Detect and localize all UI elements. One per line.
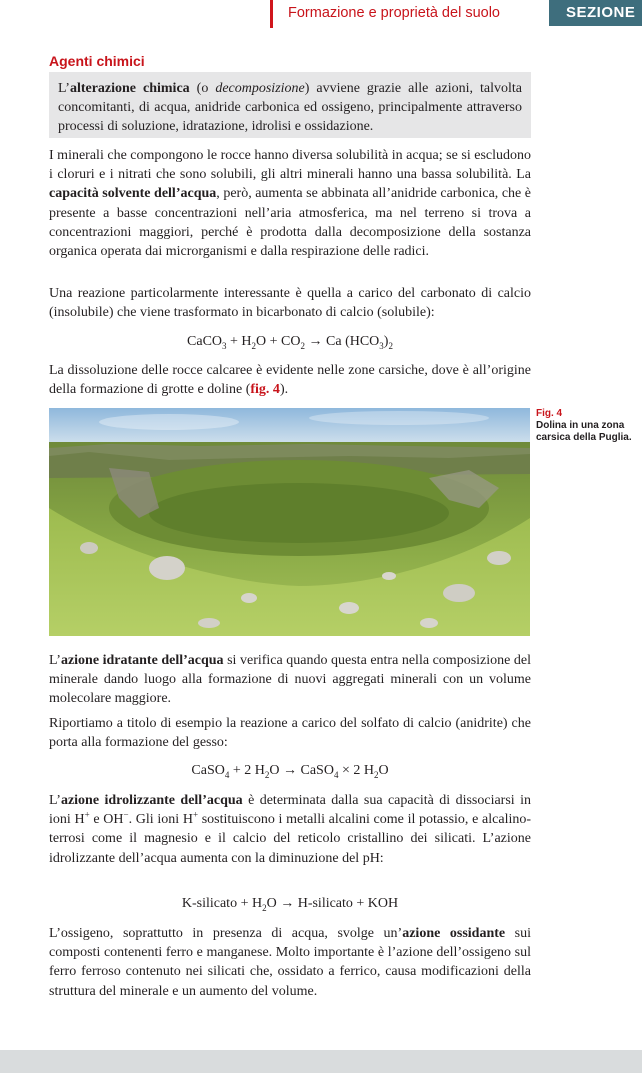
- paragraph-hydrolysis: L’azione idrolizzante dell’acqua è determinata dalla sua capacità di dissociarsi in ioni H+ e OH−. Gli ioni H+ sostituiscono i metalli alcalini come il potassio, e alcalino-terrosi come il magnesio e il calcio del reticolo cristallino dei silicati. L’azione idrolizzante dell’acqua aumenta con la diminuzione del pH:: [49, 793, 532, 866]
- paragraph-karst: La dissoluzione delle rocce calcaree è evidente nelle zone carsiche, dove è all’origine della formazione di grotte e doline (fig. 4).: [49, 363, 531, 398]
- figure-reference-link[interactable]: fig. 4: [250, 382, 280, 398]
- header-divider: [270, 0, 273, 28]
- figure-label: Fig. 4: [536, 408, 563, 419]
- paragraph-oxidation: L’ossigeno, soprattutto in presenza di acqua, svolge un’azione ossidante sui composti contenenti ferro e manganese. Molto importante è l’azione dell’ossigeno sul ferro ferroso contenuto nei silicati che, ossidato a ferrico, causa modificazioni della struttura del minerale e un aumento del volume.: [49, 926, 531, 999]
- equation-carbonate: CaCO$_3$ + $H_2O + CO_2 \to Ca$ $(HCO_3)_2$: [187, 334, 393, 351]
- equation-silicate: K-silicato + $H_2O$ → H-silicato + KOH: [181, 896, 399, 913]
- running-title: Formazione e proprietà del suolo: [288, 5, 500, 21]
- section-heading: Agenti chimici: [49, 53, 145, 69]
- paragraph-solubility: I minerali che compongono le rocce hanno diversa solubilità in acqua; se si escludono i cloruri e i nitrati che sono solubili, gli altri minerali hanno una bassa solubilità. La capacità solvente dell’acqua, però, aumenta se abbinata all’anidride carbonica, che è presente a basse concentrazioni nell’aria atmosferica, ma nel terreno si trova a concentrazioni maggiori, perché è prodotta dalla decomposizione della sostanza organica operata dai microrganismi e dalla respirazione delle radici.: [49, 148, 531, 260]
- paragraph-carbonate: Una reazione particolarmente interessante è quella a carico del carbonato di calcio (insolubile) che viene trasformato in bicarbonato di calcio (solubile):: [49, 286, 531, 321]
- section-tab: SEZIONE: [549, 0, 642, 26]
- page-header: [0, 0, 642, 30]
- doline-photo: [49, 408, 530, 636]
- page-footer-band: [0, 1050, 642, 1073]
- paragraph-hydration: L’azione idratante dell’acqua si verifica quando questa entra nella composizione del minerale dando luogo alla formazione di nuovi aggregati minerali con un volume molecolare maggiore.: [49, 653, 531, 707]
- equation-gypsum: CaSO$_4$ + 2 $H_2O$ → CaSO$_4$ × 2 $H_2O$: [191, 763, 389, 780]
- definition-box: L’alterazione chimica (o decomposizione) avviene grazie alle azioni, talvolta concomitanti, di acqua, anidride carbonica ed ossigeno, principalmente attraverso processi di soluzione, idratazione, idrolisi e ossidazione.: [49, 72, 531, 138]
- paragraph-anhydrite: Riportiamo a titolo di esempio la reazione a carico del solfato di calcio (anidrite) che porta alla formazione del gesso:: [49, 716, 531, 751]
- figure-caption: [536, 408, 640, 444]
- figure-caption-text: Dolina in una zona carsica della Puglia.: [536, 420, 632, 443]
